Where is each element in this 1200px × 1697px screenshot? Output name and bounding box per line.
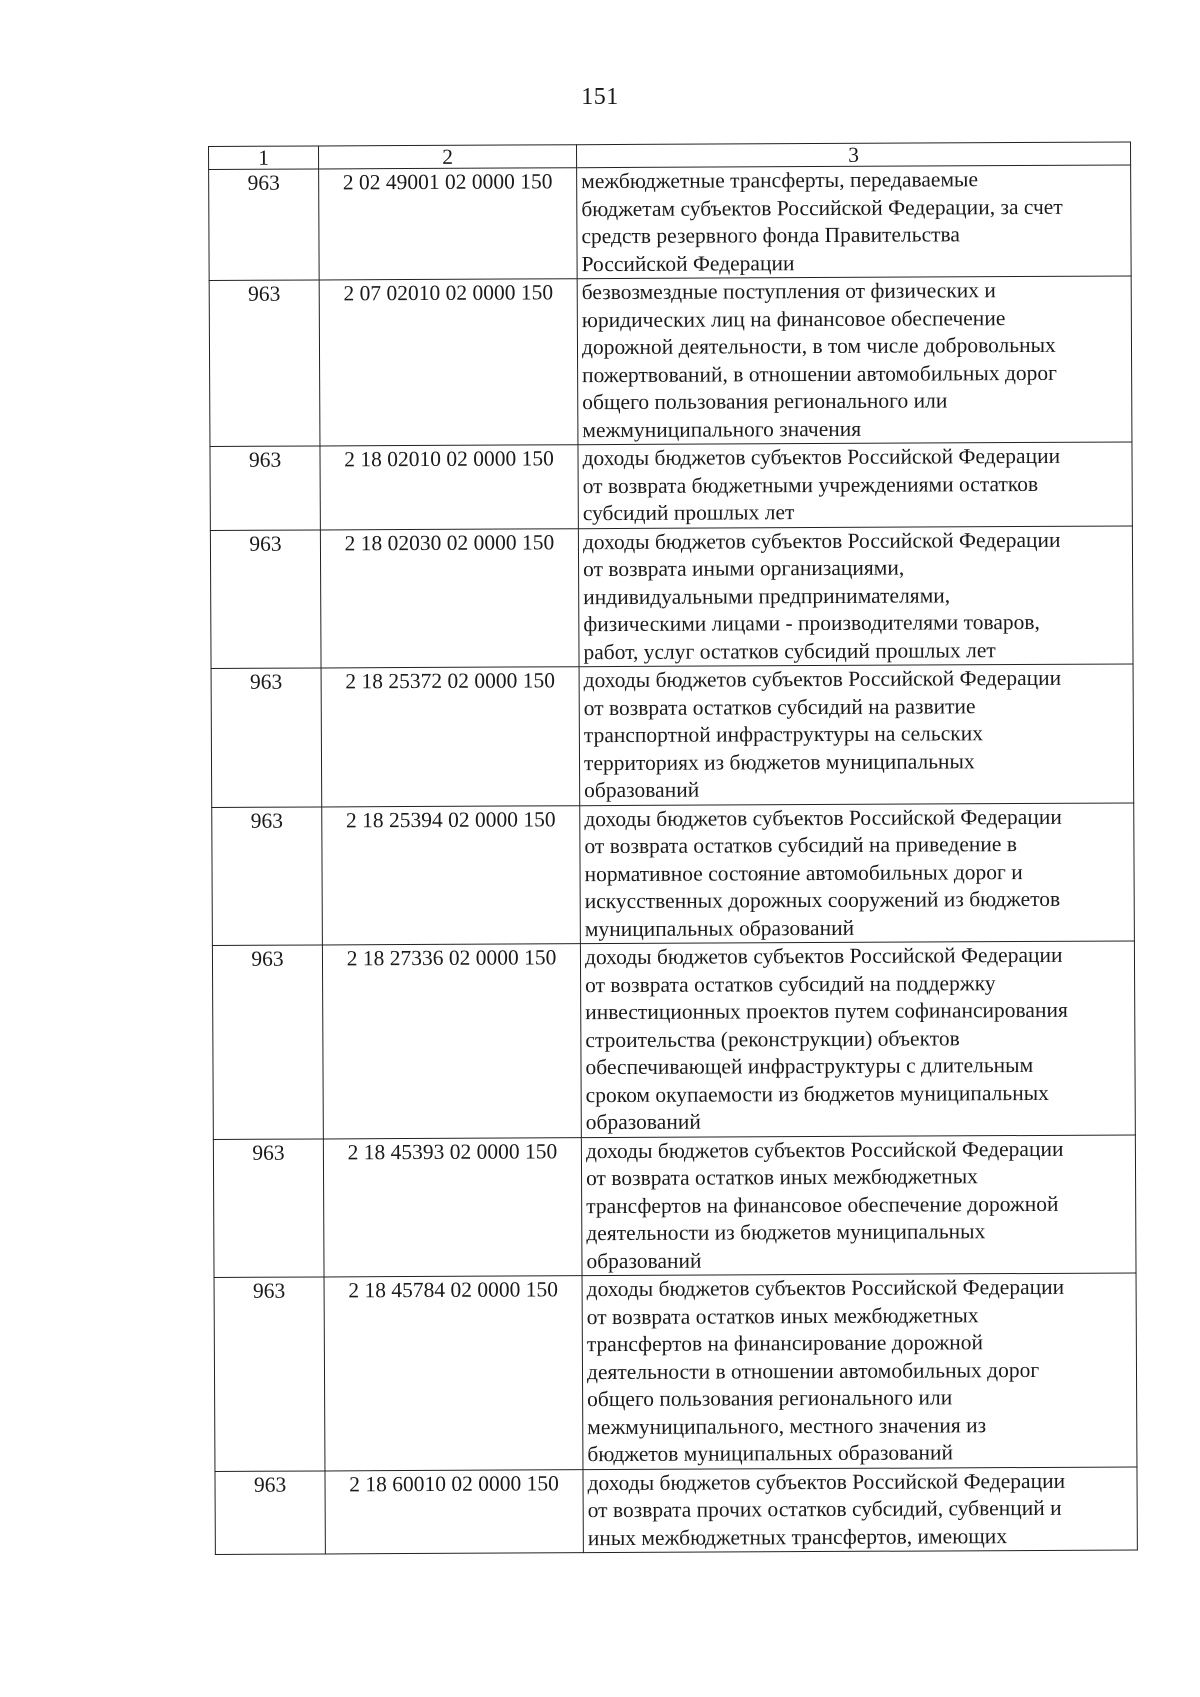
page-number: 151 — [581, 84, 619, 110]
description-line: муниципальных образований — [584, 915, 855, 941]
description-line: от возврата бюджетными учреждениями остатков — [582, 471, 1039, 498]
description-line: межмуниципального, местного значения из — [587, 1412, 987, 1439]
description-line: от возврата прочих остатков субсидий, субвенций и — [587, 1495, 1062, 1523]
table-body — [209, 165, 1138, 1554]
description-line: межбюджетные трансферты, передаваемые — [581, 167, 979, 194]
admin-code-cell: 963 — [211, 668, 322, 807]
admin-code-cell: 963 — [214, 1277, 325, 1471]
table-row — [211, 664, 1134, 807]
description-cell — [578, 442, 1132, 528]
description-line: доходы бюджетов субъектов Российской Федерации — [584, 942, 1063, 970]
description-line: доходы бюджетов субъектов Российской Федерации — [582, 527, 1061, 554]
description-line: деятельности в отношении автомобильных дорог — [586, 1357, 1040, 1384]
description-line: бюджетов муниципальных образований — [587, 1440, 954, 1467]
description-line: нормативное состояние автомобильных дорог и — [584, 859, 1023, 886]
description-line: сроком окупаемости из бюджетов муниципальных — [585, 1080, 1049, 1107]
description-line: образований — [586, 1248, 702, 1273]
header-col-3: 3 — [576, 142, 1130, 168]
description-line: территориях из бюджетов муниципальных — [583, 748, 975, 775]
description-line: доходы бюджетов субъектов Российской Федерации — [582, 443, 1061, 471]
description-line: безвозмездные поступления от физических и — [581, 278, 996, 305]
description-cell — [581, 1134, 1136, 1275]
admin-code-cell: 963 — [209, 169, 320, 281]
table-row — [213, 1134, 1136, 1277]
revenue-code-cell: 2 18 02030 02 0000 150 — [320, 528, 579, 668]
description-line: образований — [585, 1109, 701, 1135]
revenue-code-cell: 2 18 27336 02 0000 150 — [322, 944, 581, 1139]
description-line: строительства (реконструкции) объектов — [585, 1025, 960, 1052]
description-line: дорожной деятельности, в том числе добровольных — [581, 332, 1056, 360]
description-cell — [582, 1273, 1137, 1469]
description-cell — [577, 165, 1132, 279]
description-line: от возврата остатков субсидий на поддержку — [585, 970, 996, 997]
description-line: общего пользования регионального или — [587, 1385, 953, 1412]
description-line: инвестиционных проектов путем софинансирования — [585, 997, 1068, 1025]
admin-code-cell: 963 — [212, 806, 323, 945]
description-line: доходы бюджетов субъектов Российской Федерации — [587, 1468, 1066, 1495]
description-line: от возврата остатков иных межбюджетных — [585, 1164, 978, 1191]
revenue-code-cell: 2 18 45393 02 0000 150 — [323, 1137, 582, 1277]
description-cell — [577, 276, 1132, 445]
description-line: пожертвований, в отношении автомобильных дорог — [582, 360, 1057, 387]
table-row — [209, 276, 1132, 447]
admin-code-cell: 963 — [213, 1138, 324, 1277]
table-row — [215, 1466, 1137, 1554]
table-row — [212, 941, 1135, 1139]
admin-code-cell: 963 — [209, 280, 320, 447]
description-cell — [580, 802, 1135, 943]
table-row — [214, 1273, 1137, 1471]
description-line: трансфертов на финансовое обеспечение дорожной — [586, 1191, 1059, 1218]
description-line: средств резервного фонда Правительства — [581, 222, 960, 249]
description-line: межмуниципального значения — [582, 416, 862, 442]
admin-code-cell: 963 — [212, 945, 323, 1139]
revenue-code-cell: 2 02 49001 02 0000 150 — [319, 168, 578, 280]
description-line: юридических лиц на финансовое обеспечение — [581, 305, 1006, 332]
revenue-code-cell: 2 07 02010 02 0000 150 — [319, 279, 578, 446]
description-line: доходы бюджетов субъектов Российской Федерации — [583, 665, 1062, 693]
description-cell — [583, 1466, 1137, 1552]
table-row — [210, 525, 1133, 668]
table-row — [209, 165, 1132, 281]
description-line: искусственных дорожных сооружений из бюджетов — [584, 886, 1061, 914]
description-line: от возврата остатков субсидий на приведение в — [584, 832, 1018, 859]
revenue-codes-table — [208, 141, 1138, 1554]
description-line: доходы бюджетов субъектов Российской Федерации — [585, 1136, 1064, 1163]
description-line: трансфертов на финансирование дорожной — [586, 1330, 984, 1357]
revenue-code-cell: 2 18 25372 02 0000 150 — [321, 667, 580, 807]
description-line: от возврата остатков субсидий на развитие — [583, 693, 976, 720]
description-line: общего пользования регионального или — [582, 388, 948, 415]
description-line: работ, услуг остатков субсидий прошлых лет — [583, 637, 996, 664]
table-row — [212, 802, 1135, 945]
header-col-2: 2 — [319, 145, 577, 169]
description-line: субсидий прошлых лет — [582, 500, 795, 526]
description-line: доходы бюджетов субъектов Российской Федерации — [584, 804, 1062, 831]
revenue-code-cell: 2 18 02010 02 0000 150 — [320, 445, 578, 530]
description-cell — [579, 664, 1134, 805]
description-line: доходы бюджетов субъектов Российской Федерации — [586, 1274, 1065, 1302]
header-col-1: 1 — [209, 146, 319, 170]
admin-code-cell: 963 — [215, 1470, 325, 1554]
description-line: иных межбюджетных трансфертов, имеющих — [587, 1523, 1008, 1550]
revenue-code-cell: 2 18 45784 02 0000 150 — [324, 1276, 583, 1471]
description-line: Российской Федерации — [581, 250, 795, 276]
description-line: образований — [584, 777, 700, 803]
admin-code-cell: 963 — [210, 529, 321, 668]
description-line: индивидуальными предпринимателями, — [583, 582, 951, 609]
description-line: от возврата иными организациями, — [583, 555, 905, 582]
description-line: бюджетам субъектов Российской Федерации, за счет — [581, 194, 1063, 221]
revenue-code-cell: 2 18 60010 02 0000 150 — [325, 1469, 583, 1554]
description-line: обеспечивающей инфраструктуры с длительным — [585, 1052, 1034, 1080]
admin-code-cell: 963 — [210, 446, 320, 530]
description-line: от возврата остатков иных межбюджетных — [586, 1302, 979, 1329]
description-line: деятельности из бюджетов муниципальных — [586, 1219, 986, 1246]
description-cell — [580, 941, 1135, 1137]
description-line: физическими лицами - производителями товаров, — [583, 609, 1040, 637]
table-row — [210, 442, 1132, 530]
description-cell — [578, 525, 1133, 666]
revenue-code-cell: 2 18 25394 02 0000 150 — [322, 805, 581, 945]
description-line: транспортной инфраструктуры на сельских — [583, 721, 984, 748]
